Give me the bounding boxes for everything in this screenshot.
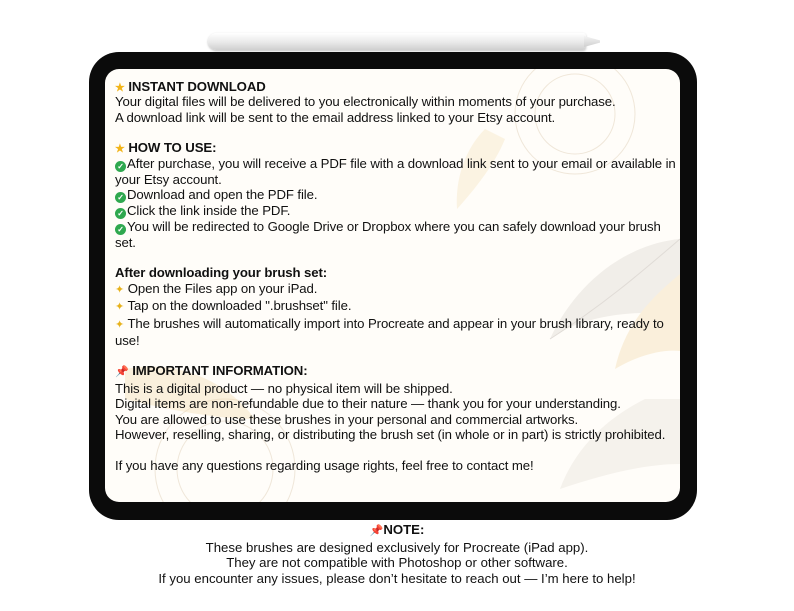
heading-text: IMPORTANT INFORMATION: (132, 363, 308, 379)
spacer (115, 348, 680, 363)
important-line: Digital items are non-refundable due to their nature — thank you for your understanding. (115, 396, 621, 412)
note-line: These brushes are designed exclusively for Procreate (iPad app). (205, 539, 589, 555)
step-text: Tap on the downloaded ".brushset" file. (124, 298, 352, 314)
star-icon: ★ (115, 82, 125, 94)
pushpin-icon: 📌 (115, 366, 129, 379)
spacer (115, 443, 680, 458)
after-download-step (115, 316, 680, 349)
contact-line: If you have any questions regarding usage rights, feel free to contact me! (115, 457, 534, 473)
check-circle-icon: ✓ (115, 161, 126, 172)
how-to-step (115, 156, 680, 187)
step-text: Open the Files app on your iPad. (124, 280, 318, 296)
after-download-step (115, 298, 680, 315)
important-line: You are allowed to use these brushes in your personal and commercial artworks. (115, 411, 579, 427)
apple-pencil-tip (584, 36, 600, 47)
step-text: You will be redirected to Google Drive or Dropbox where you can safely download your brush set. (115, 219, 661, 251)
check-circle-icon: ✓ (115, 208, 126, 219)
instant-download-heading (115, 79, 680, 94)
spacer (115, 125, 680, 140)
step-text: Download and open the PDF file. (127, 187, 318, 203)
sparkle-icon: ✦ (115, 318, 125, 331)
note-section (0, 522, 794, 586)
spacer (115, 250, 680, 265)
step-text: The brushes will automatically import into Procreate and appear in your brush library, ready to use! (115, 315, 664, 349)
note-heading (0, 522, 794, 540)
pushpin-icon: 📌 (369, 525, 384, 537)
how-to-step (115, 187, 680, 203)
star-icon: ★ (115, 143, 125, 156)
note-line: They are not compatible with Photoshop or other software. (226, 555, 568, 571)
how-to-step (115, 219, 680, 250)
how-to-step (115, 203, 680, 219)
after-download-step (115, 281, 680, 298)
apple-pencil (208, 33, 586, 50)
step-text: Click the link inside the PDF. (127, 203, 291, 219)
important-line: This is a digital product — no physical item will be shipped. (115, 380, 453, 396)
note-line: If you encounter any issues, please don’t hesitate to reach out — I’m here to help! (158, 570, 636, 586)
after-download-heading: After downloading your brush set: (115, 265, 328, 281)
sparkle-icon: ✦ (115, 283, 125, 296)
heading-text: NOTE: (383, 522, 425, 537)
instant-download-line: Your digital files will be delivered to you electronically within moments of your purchase. (115, 94, 616, 110)
sparkle-icon: ✦ (115, 301, 125, 314)
heading-text: INSTANT DOWNLOAD (128, 79, 266, 94)
screen-content (115, 79, 680, 473)
important-heading (115, 363, 680, 380)
check-circle-icon: ✓ (115, 224, 126, 235)
instant-download-line: A download link will be sent to the email address linked to your Etsy account. (115, 109, 556, 125)
ipad-screen (105, 69, 680, 502)
step-text: After purchase, you will receive a PDF file with a download link sent to your email or available in your Etsy account. (115, 155, 676, 187)
important-line: However, reselling, sharing, or distributing the brush set (in whole or in part) is strictly prohibited. (115, 427, 666, 443)
how-to-use-heading (115, 140, 680, 155)
heading-text: HOW TO USE: (128, 140, 217, 156)
check-circle-icon: ✓ (115, 192, 126, 203)
